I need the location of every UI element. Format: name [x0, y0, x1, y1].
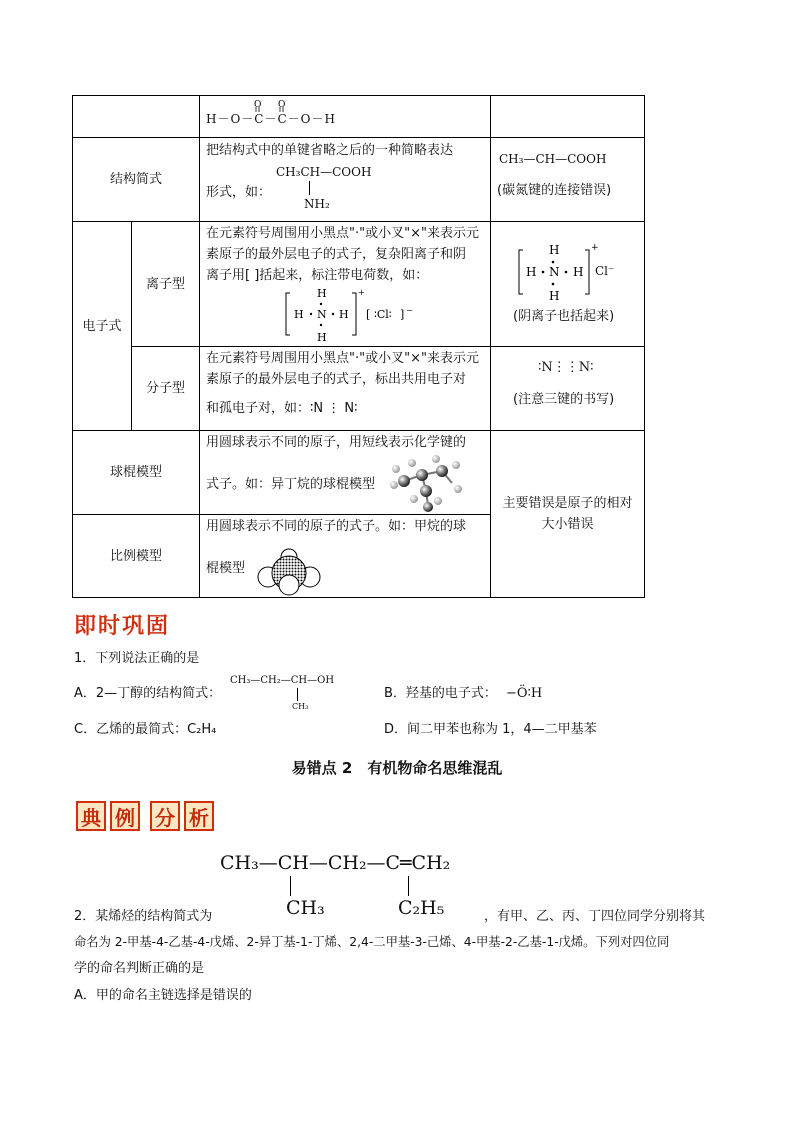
q2-formula-sub2: C₂H₅: [398, 897, 445, 919]
row-label-electron-formula: 电子式: [72, 221, 132, 431]
svg-text:H: H: [526, 265, 537, 279]
molecular-desc-line3: 和孤电子对，如：∶N ⋮ N∶: [206, 401, 358, 416]
banner-tile-3: 分: [150, 801, 180, 831]
svg-text:+: +: [591, 243, 599, 253]
sub-label-ionic: 离子型: [131, 221, 200, 347]
section-title: 易错点 2 有机物命名思维混乱: [291, 759, 503, 777]
isobutane-ball-stick-image: [390, 455, 464, 513]
svg-text:]: ]: [400, 308, 405, 321]
ionic-error-note: (阴离子也括起来): [513, 309, 615, 324]
q2-bond-2: [408, 876, 409, 896]
methane-space-filling-image: [258, 549, 320, 595]
q1-option-d: D．间二甲苯也称为 1，4—二甲基苯: [384, 722, 597, 737]
model-error-line2: 大小错误: [541, 517, 594, 532]
ionic-desc-line3: 离子用[ ]括起来，标注带电荷数，如：: [206, 268, 429, 283]
banner-tile-2: 例: [110, 801, 140, 831]
row0-error-cell: [490, 95, 645, 138]
model-error-cell: [490, 430, 645, 598]
q1-stem: 1．下列说法正确的是: [74, 651, 200, 666]
svg-text:H: H: [549, 289, 560, 303]
bond-line: [309, 181, 310, 195]
molecular-error-note: (注意三键的书写): [513, 392, 615, 407]
model-error-line1: 主要错误是原子的相对: [502, 496, 633, 511]
q2-option-a: A．甲的命名主链选择是错误的: [74, 988, 252, 1003]
structural-formula-oxalic: H－O－C－C－O－H: [206, 112, 336, 126]
svg-text:H: H: [294, 308, 304, 321]
structural-simplified-desc-line2: 形式，如：: [206, 185, 272, 200]
ammonium-chloride-electron-formula: [284, 285, 414, 345]
row1-error-cell: [490, 137, 645, 222]
ionic-error-cell: [490, 221, 645, 347]
q1-option-b: B．羟基的电子式：: [384, 686, 497, 701]
space-filling-desc-cell: [199, 514, 491, 598]
q1-a-formula-top: CH₃—CH₂—CH—OH: [230, 675, 335, 686]
svg-text:H: H: [339, 308, 349, 321]
alanine-formula-top: CH₃CH—COOH: [276, 165, 372, 179]
double-bond-oxygens: [252, 98, 292, 112]
chloride-ion-label: Cl⁻: [595, 264, 615, 278]
q2-stem-suffix: ，有甲、乙、丙、丁四位同学分别将其: [484, 909, 706, 924]
sub-label-molecular: 分子型: [131, 346, 200, 431]
nitrogen-electron-formula: ∶N⋮⋮N∶: [538, 360, 594, 375]
ammonium-chloride-error-formula: [515, 240, 599, 304]
alanine-formula-bottom: NH₂: [304, 197, 330, 211]
svg-text:[: [: [366, 308, 371, 321]
q1-option-c: C．乙烯的最简式：C₂H₄: [74, 722, 217, 737]
structural-simplified-desc-line1: 把结构式中的单键省略之后的一种简略表达: [206, 143, 454, 158]
row-label-space-filling: 比例模型: [72, 514, 200, 598]
space-filling-desc-line2: 棍模型: [206, 561, 246, 576]
molecular-desc-line2: 素原子的最外层电子的式子，标出共用电子对: [206, 372, 467, 387]
svg-text:O: O: [254, 100, 262, 110]
q2-formula-main: CH₃—CH—CH₂—C═CH₂: [220, 852, 451, 874]
q2-line2: 命名为 2-甲基-4-乙基-4-戊烯、2-异丁基-1-丁烯、2,4-二甲基-3-己烯、4-甲基-2-乙基-1-戊烯。下列对四位同: [74, 935, 670, 949]
svg-text:H: H: [317, 287, 327, 300]
banner-tile-4: 析: [184, 801, 214, 831]
ball-stick-desc-line1: 用圆球表示不同的原子，用短线表示化学键的: [206, 435, 467, 450]
row0-label-cell: [72, 95, 200, 138]
svg-text:O: O: [278, 100, 286, 110]
q2-formula-sub1: CH₃: [286, 897, 325, 919]
space-filling-desc-line1: 用圆球表示不同的原子的式子。如：甲烷的球: [206, 519, 467, 534]
q2-stem-prefix: 2．某烯烃的结构简式为: [74, 909, 213, 924]
svg-text:N: N: [317, 308, 327, 321]
ball-stick-desc-line2: 式子。如：异丁烷的球棍模型: [206, 477, 376, 492]
ionic-desc-line2: 素原子的最外层电子的式子，复杂阳离子和阴: [206, 247, 467, 262]
svg-text:−: −: [406, 306, 413, 315]
row0-desc-cell: [199, 95, 491, 138]
svg-text:H: H: [573, 265, 584, 279]
q2-bond-1: [290, 876, 291, 896]
row-label-structural-simplified: 结构简式: [72, 137, 200, 222]
row-label-ball-stick: 球棍模型: [72, 430, 200, 515]
svg-text:+: +: [358, 288, 365, 297]
ionic-desc-cell: [199, 221, 491, 347]
q1-a-formula-bottom: CH₃: [292, 702, 309, 711]
q1-b-formula: −Ö∶H: [506, 686, 543, 701]
row1-desc-cell: [199, 137, 491, 222]
ball-stick-desc-cell: [199, 430, 491, 515]
svg-text:N: N: [549, 265, 560, 279]
svg-text:H: H: [317, 331, 327, 344]
svg-text:H: H: [549, 243, 560, 257]
error-formula: CH₃—CH—COOH: [499, 152, 607, 166]
banner-instant-consolidation: 即时巩固: [74, 614, 171, 639]
banner-tile-1: 典: [76, 801, 106, 831]
svg-text:∶Cl∶: ∶Cl∶: [374, 308, 392, 321]
q2-line3: 学的命名判断正确的是: [74, 961, 205, 976]
q1-option-a: A．2—丁醇的结构简式：: [74, 686, 222, 701]
ionic-desc-line1: 在元素符号周围用小黑点"·"或小叉"×"来表示元: [206, 226, 479, 241]
molecular-error-cell: [490, 346, 645, 431]
error-note-carbon-nitrogen: (碳氮键的连接错误): [497, 183, 612, 198]
molecular-desc-cell: [199, 346, 491, 431]
q1-a-bond: [297, 688, 298, 701]
molecular-desc-line1: 在元素符号周围用小黑点"·"或小叉"×"来表示元: [206, 351, 479, 366]
